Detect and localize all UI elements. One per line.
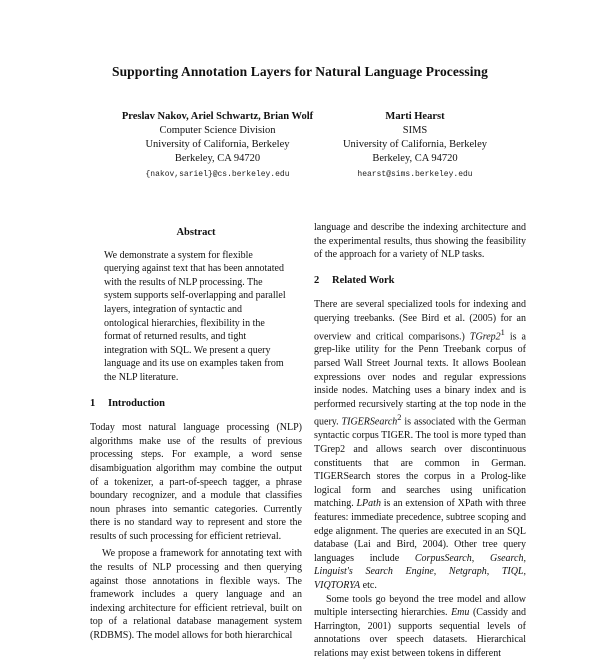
tool-name-tigersearch: TIGERSearch xyxy=(342,417,398,428)
section-number: 1 xyxy=(90,397,108,411)
related-text: Some tools go beyond the tree model and allow multiple intersecting hierarchies. xyxy=(314,594,526,619)
tool-name-lpath: LPath xyxy=(357,498,381,509)
footnote-marker: 1 xyxy=(501,328,505,337)
related-text: (Cassidy and Harrington, 2001) supports sequential levels of annotations over speech datasets. Hierarchical relations may exist between tokens in different xyxy=(314,607,526,659)
author-names: Marti Hearst xyxy=(325,110,505,124)
author-city: Berkeley, CA 94720 xyxy=(110,152,325,166)
author-block-right xyxy=(325,110,505,182)
related-text: is associated with the German syntactic corpus TIGER. The tool is more typed than TGrep2 and allows search over discontinuous constituents that are common in German. TIGERSearch stores the corpus in a Prolog-like logical form and searches using unification matching. xyxy=(314,417,526,510)
related-text: is a grep-like utility for the Penn Treebank corpus of parsed Wall Street Journal texts. It allows Boolean expressions over nodes and regular expressions inside nodes. Matching uses a binary index and is performed recursively starting at the top node in the query. xyxy=(314,331,526,428)
related-paragraph-1 xyxy=(314,298,526,592)
abstract-heading: Abstract xyxy=(90,226,302,240)
abstract-text: We demonstrate a system for flexible querying against text that has been annotated with the results of NLP processing. The system supports self-overlapping and parallel layers, integration of syntactic and ontological hierarchies, flexibility in the format of returned results, and tight integration with SQL. We present a query language and its use on examples taken from the NLP literature. xyxy=(90,249,302,385)
left-column xyxy=(90,220,302,643)
paper-title: Supporting Annotation Layers for Natural Language Processing xyxy=(0,64,600,80)
author-univ: University of California, Berkeley xyxy=(110,138,325,152)
author-univ: University of California, Berkeley xyxy=(325,138,505,152)
intro-paragraph-2: We propose a framework for annotating text with the results of NLP processing and then querying against those annotations in flexible ways. The framework includes a query language and an indexing architecture for efficient retrieval, built on top of a relational database management system (RDBMS). The model allows for both hierarchical xyxy=(90,547,302,642)
tool-name-tgrep2: TGrep2 xyxy=(470,331,501,342)
related-text: etc. xyxy=(360,580,377,591)
intro-continuation: language and describe the indexing architecture and the experimental results, thus showing the feasibility of the approach for a variety of NLP tasks. xyxy=(314,221,526,262)
author-email: {nakov,sariel}@cs.berkeley.edu xyxy=(110,168,325,182)
author-names: Preslav Nakov, Ariel Schwartz, Brian Wolf xyxy=(110,110,325,124)
section-title: Introduction xyxy=(108,398,165,409)
author-block-left xyxy=(110,110,325,182)
right-column xyxy=(314,221,526,660)
section-heading-related-work xyxy=(314,274,526,288)
section-number: 2 xyxy=(314,274,332,288)
author-city: Berkeley, CA 94720 xyxy=(325,152,505,166)
author-dept: Computer Science Division xyxy=(110,124,325,138)
footnote-marker: 2 xyxy=(397,413,401,422)
section-title: Related Work xyxy=(332,275,395,286)
section-heading-introduction xyxy=(90,397,302,411)
author-email: hearst@sims.berkeley.edu xyxy=(325,168,505,182)
related-paragraph-2 xyxy=(314,593,526,660)
author-dept: SIMS xyxy=(325,124,505,138)
related-text: There are several specialized tools for indexing and querying treebanks. (See Bird et al. (2005) for an overview and critical comparisons.) xyxy=(314,299,526,342)
intro-paragraph-1: Today most natural language processing (NLP) algorithms make use of the results of previous processing steps. For example, a word sense disambiguation algorithm may combine the output of a tokenizer, a part-of-speech tagger, a phrase boundary recognizer, and a module that classifies noun phrases into semantic categories. Currently there is no standard way to represent and store the results of such processing for efficient retrieval. xyxy=(90,421,302,543)
tool-name-list: CorpusSearch, Gsearch, Linguist's Search Engine, Netgraph, TIQL, VIQTORYA xyxy=(314,553,526,591)
related-text: is an extension of XPath with three features: immediate precedence, subtree scoping and edge alignment. The queries are executed in an SQL database (Lai and Bird, 2004). Other tree query languages include xyxy=(314,498,526,563)
tool-name-emu: Emu xyxy=(451,607,469,618)
